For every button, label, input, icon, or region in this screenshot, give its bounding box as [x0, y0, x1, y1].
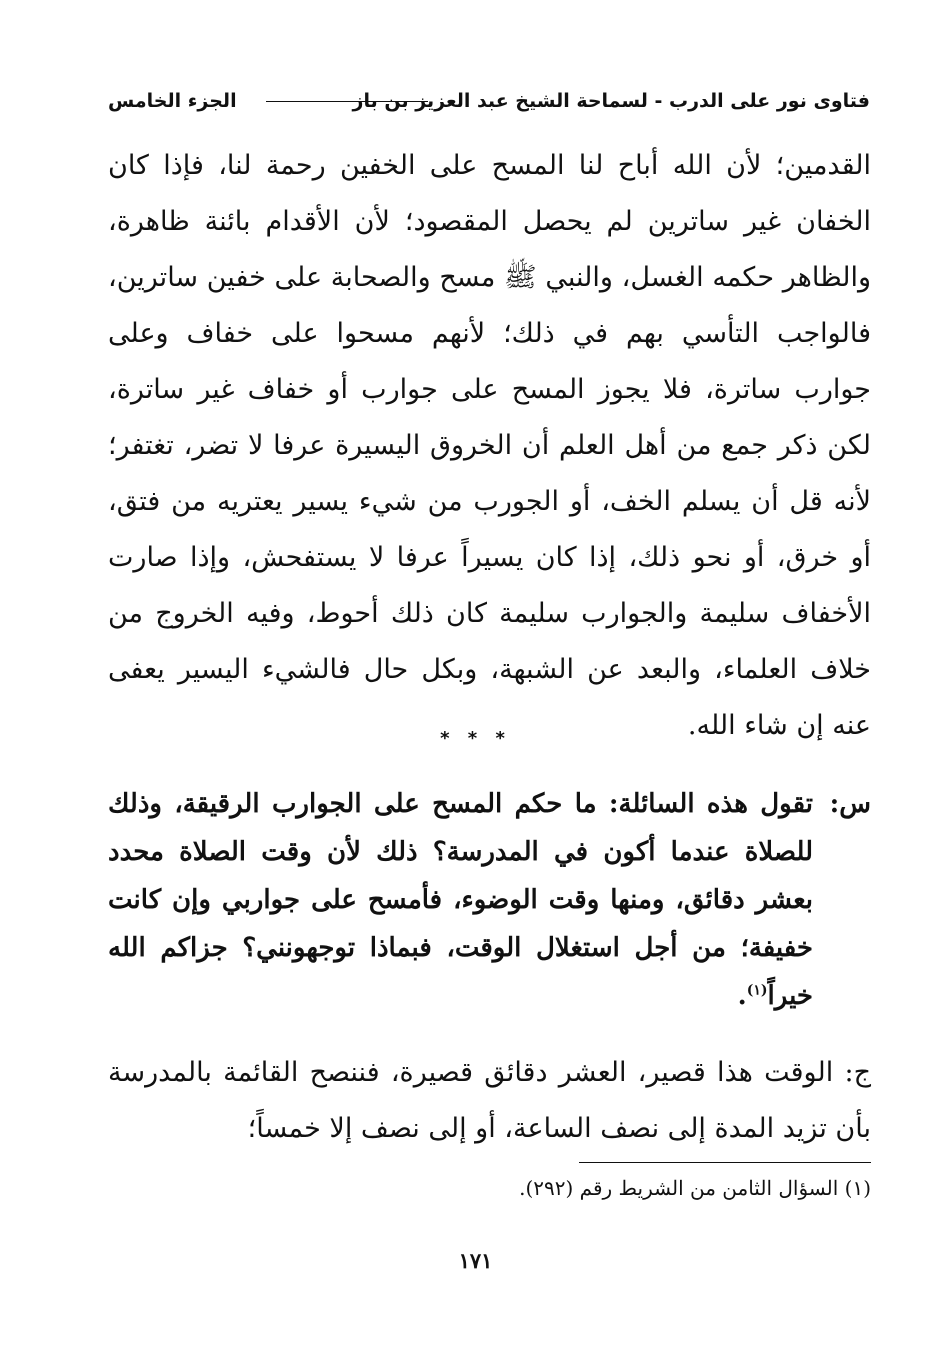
fatwa-paragraph: القدمين؛ لأن الله أباح لنا المسح على الخفين رحمة لنا، فإذا كان الخفان غير ساترين لم يحصل المقصود؛ لأن الأقدام بائنة ظاهرة، والظاهر حكمه الغسل، والنبي ﷺ مسح والصحابة على خفين ساترين، فالواجب التأسي بهم في ذلك؛ لأنهم مسحوا على خفاف وعلى جوارب ساترة، فلا يجوز المسح على جوارب أو خفاف غير ساترة، لكن ذكر جمع من أهل العلم أن الخروق اليسيرة عرفا لا تضر، تغتفر؛ لأنه قل أن يسلم الخف، أو الجورب من شيء يسير يعتريه من فتق، أو خرق، أو نحو ذلك، إذا كان يسيراً عرفا لا يستفحش، وإذا صارت الأخفاف سليمة والجوارب سليمة كان ذلك أحوط، وفيه الخروج من خلاف العلماء، والبعد عن الشبهة، وبكل حال فالشيء اليسير يعفى عنه إن شاء الله.	[108, 150, 871, 741]
header-volume: الجزء الخامس	[108, 90, 237, 112]
page-number: ١٧١	[458, 1248, 493, 1273]
running-header	[108, 86, 870, 117]
question-end: .	[737, 981, 747, 1011]
footnote-divider	[579, 1162, 871, 1163]
footnote-reference: (١)	[746, 982, 768, 999]
header-rule	[266, 101, 428, 102]
header-title: فتاوى نور على الدرب - لسماحة الشيخ عبد العزيز بن باز	[352, 90, 870, 112]
question-label: س:	[829, 789, 871, 819]
footnote: (١) السؤال الثامن من الشريط رقم (٢٩٢).	[519, 1176, 871, 1200]
answer-paragraph: ج: الوقت هذا قصير، العشر دقائق قصيرة، فننصح القائمة بالمدرسة بأن تزيد المدة إلى نصف الساعة، أو إلى نصف إلا خمساً؛	[108, 1057, 871, 1144]
question-body	[108, 780, 813, 1020]
question-block	[108, 780, 871, 1020]
question-text: تقول هذه السائلة: ما حكم المسح على الجوارب الرقيقة، وذلك للصلاة عندما أكون في المدرسة؟ ذلك لأن وقت الصلاة محدد بعشر دقائق، ومنها وقت الوضوء، فأمسح على جواربي وإن كانت خفيفة؛ من أجل استغلال الوقت، فبماذا توجهونني؟ جزاكم الله خيراً	[108, 789, 813, 1011]
section-separator: * * *	[440, 728, 511, 749]
